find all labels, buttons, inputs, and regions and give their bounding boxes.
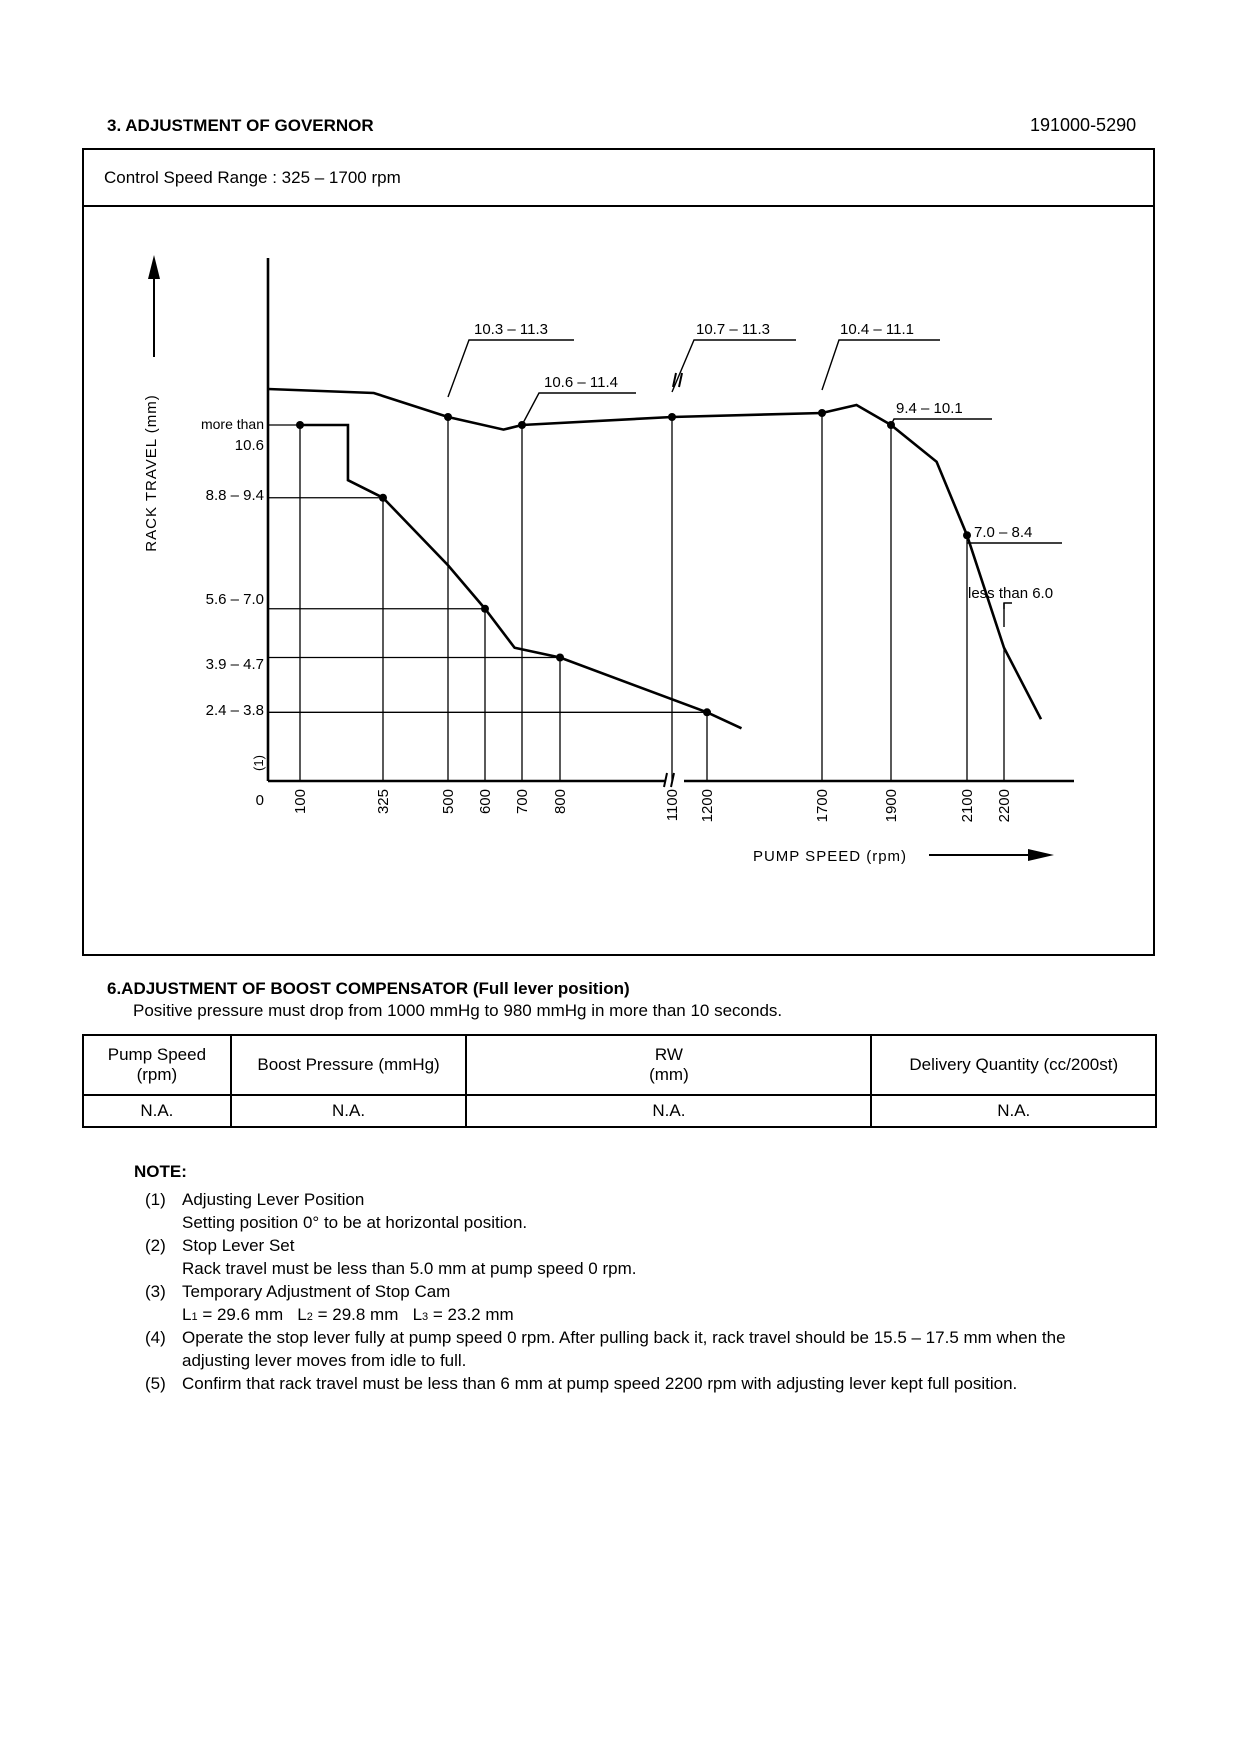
note-number: (4) <box>145 1328 166 1347</box>
header-pump-speed <box>83 1035 231 1095</box>
l3-label: L <box>412 1305 423 1324</box>
y-axis-arrow-head <box>148 255 160 279</box>
annotation-leader <box>822 340 940 390</box>
series-group <box>268 389 1041 728</box>
y-axis-title: RACK TRAVEL (mm) <box>143 394 160 552</box>
header-pump-speed-line2: (rpm) <box>136 1065 178 1084</box>
x-tick-label: 600 <box>477 789 494 815</box>
data-point-marker <box>481 605 489 613</box>
boost-description: Positive pressure must drop from 1000 mmHg to 980 mmHg in more than 10 seconds. <box>133 1001 783 1020</box>
y-tick-label: 5.6 – 7.0 <box>205 591 264 608</box>
l1-label: L <box>182 1305 192 1324</box>
annotation-leaders <box>448 340 1062 787</box>
annotation-leader <box>891 419 992 425</box>
x-tick-label: 1200 <box>699 789 716 823</box>
y-tick-label: 3.9 – 4.7 <box>205 656 264 673</box>
x-tick-label: 800 <box>552 789 569 815</box>
annotation-label: 10.6 – 11.4 <box>544 374 618 391</box>
y-marker-label: (1) <box>251 755 266 771</box>
table-cell: N.A. <box>466 1095 871 1127</box>
header-delivery-quantity <box>871 1035 1156 1095</box>
header-rw-line1: RW <box>654 1045 683 1064</box>
header-rw <box>466 1035 871 1095</box>
annotation-label: 10.3 – 11.3 <box>474 321 548 338</box>
note-line: Adjusting Lever Position <box>182 1190 365 1209</box>
y-tick-label: 10.6 <box>234 437 264 454</box>
idle-curve <box>300 425 742 728</box>
boost-table <box>82 1034 1157 1128</box>
annotation-label: less than 6.0 <box>968 585 1054 602</box>
section-title: 3. ADJUSTMENT OF GOVERNOR <box>107 116 374 135</box>
chart-labels <box>143 321 1053 865</box>
x-tick-label: 1900 <box>883 789 900 823</box>
x-tick-label: 325 <box>375 789 392 815</box>
data-point-marker <box>518 421 526 429</box>
table-cell: N.A. <box>871 1095 1156 1127</box>
data-point-marker <box>963 531 971 539</box>
l1-value: = 29.6 mm <box>197 1305 284 1324</box>
data-point-marker <box>379 494 387 502</box>
note-line: Confirm that rack travel must be less than 6 mm at pump speed 2200 rpm with adjusting lever kept full position. <box>182 1374 1018 1393</box>
boost-title: 6.ADJUSTMENT OF BOOST COMPENSATOR (Full lever position) <box>107 979 630 998</box>
note-line: Temporary Adjustment of Stop Cam <box>182 1282 451 1301</box>
control-speed-range: Control Speed Range : 325 – 1700 rpm <box>104 168 401 187</box>
x-origin-label: 0 <box>255 792 264 809</box>
x-axis-arrow-head <box>1028 849 1054 861</box>
header-pump-speed-line1: Pump Speed <box>107 1045 207 1064</box>
x-tick-label: 700 <box>514 789 531 815</box>
header-boost-pressure <box>231 1035 467 1095</box>
y-tick-label: more than <box>200 416 264 432</box>
header-delivery-quantity-label: Delivery Quantity (cc/200st) <box>909 1055 1119 1074</box>
note-title: NOTE: <box>134 1162 187 1181</box>
note-line: Operate the stop lever fully at pump speed 0 rpm. After pulling back it, rack travel should be 15.5 – 17.5 mm when the <box>182 1328 1066 1347</box>
y-tick-label: 8.8 – 9.4 <box>205 487 264 504</box>
x-tick-label: 500 <box>440 789 457 815</box>
annotation-leader <box>672 340 796 392</box>
table-cell: N.A. <box>83 1095 231 1127</box>
header-boost-pressure-label: Boost Pressure (mmHg) <box>257 1055 440 1074</box>
boost-table-header <box>83 1035 1156 1095</box>
note-number: (3) <box>145 1282 166 1301</box>
note-line: Setting position 0° to be at horizontal position. <box>182 1213 528 1232</box>
data-point-marker <box>703 708 711 716</box>
data-point-marker <box>668 413 676 421</box>
annotation-label: 10.4 – 11.1 <box>840 321 914 338</box>
note-line: adjusting lever moves from idle to full. <box>182 1351 467 1370</box>
annotation-label: 10.7 – 11.3 <box>696 321 770 338</box>
l3-sub: 3 <box>422 1311 429 1323</box>
governor-chart <box>84 207 1152 952</box>
chart-axes <box>154 258 1074 855</box>
note-number: (2) <box>145 1236 166 1255</box>
x-tick-label: 1700 <box>814 789 831 823</box>
x-axis-title: PUMP SPEED (rpm) <box>752 848 908 865</box>
document-number: 191000-5290 <box>1030 115 1137 135</box>
chart-markers <box>148 255 1054 861</box>
l1-sub: 1 <box>191 1311 198 1323</box>
note-number: (5) <box>145 1374 166 1393</box>
note-item <box>145 1280 1165 1326</box>
l3-value: = 23.2 mm <box>428 1305 514 1324</box>
annotation-leader <box>1004 603 1012 609</box>
annotation-label: 9.4 – 10.1 <box>896 400 963 417</box>
data-point-marker <box>444 413 452 421</box>
table-row <box>83 1095 1156 1127</box>
note-item <box>145 1234 1165 1280</box>
l2-sub: 2 <box>306 1311 313 1323</box>
note-item <box>145 1326 1165 1372</box>
x-tick-label: 1100 <box>664 789 681 822</box>
data-point-marker <box>887 421 895 429</box>
note-item <box>145 1188 1165 1234</box>
full-load-curve <box>268 389 1041 719</box>
y-tick-label: 2.4 – 3.8 <box>205 702 264 719</box>
data-point-marker <box>556 654 564 662</box>
l2-value: = 29.8 mm <box>312 1305 399 1324</box>
table-cell: N.A. <box>231 1095 467 1127</box>
note-number: (1) <box>145 1190 166 1209</box>
x-tick-label: 100 <box>292 789 309 815</box>
guide-lines <box>268 413 1004 781</box>
header-rw-line2: (mm) <box>649 1065 689 1084</box>
annotation-label: 7.0 – 8.4 <box>974 524 1033 541</box>
note-item <box>145 1372 1165 1395</box>
note-line: Rack travel must be less than 5.0 mm at pump speed 0 rpm. <box>182 1259 637 1278</box>
note-line: Stop Lever Set <box>182 1236 295 1255</box>
data-point-marker <box>818 409 826 417</box>
x-tick-label: 2100 <box>959 789 976 823</box>
l2-label: L <box>297 1305 307 1324</box>
x-tick-label: 2200 <box>996 789 1013 823</box>
data-point-marker <box>296 421 304 429</box>
